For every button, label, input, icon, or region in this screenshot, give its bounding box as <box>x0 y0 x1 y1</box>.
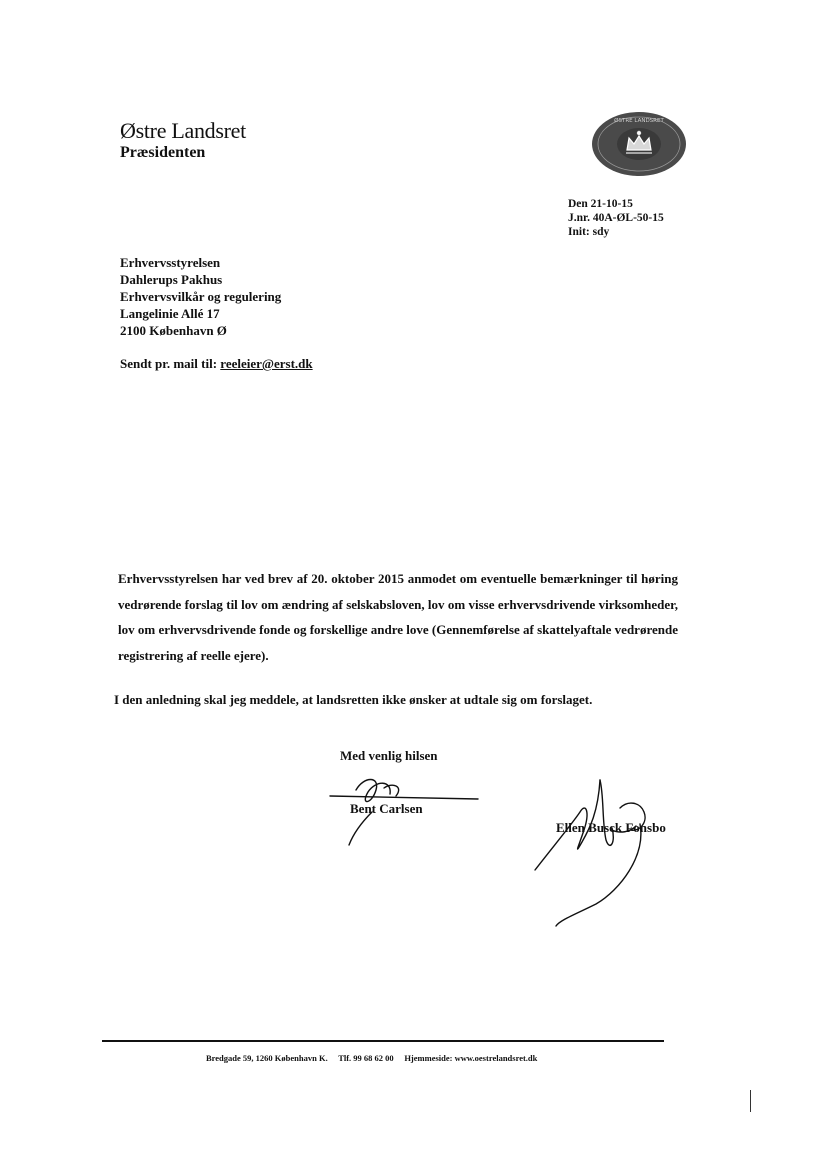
footer-contact <box>206 1053 537 1063</box>
signature-2-scribble <box>535 780 645 926</box>
email-link[interactable]: reeleier@erst.dk <box>220 356 313 371</box>
document-meta <box>568 197 664 239</box>
court-subtitle: Præsidenten <box>120 144 206 161</box>
address-line: Erhvervsstyrelsen <box>120 255 221 270</box>
journal-number: J.nr. 40A-ØL-50-15 <box>568 212 664 224</box>
closing-greeting: Med venlig hilsen <box>340 748 438 763</box>
letter-date: Den 21-10-15 <box>568 198 633 210</box>
body-paragraph-1: Erhvervsstyrelsen har ved brev af 20. oktober 2015 anmodet om eventuelle bemærkninger til høring vedrørende forslag til lov om ændring af selskabsloven, lov om visse erhvervsdrivende virksomheder, lov om erhvervsdrivende fonde og forskellige andre love (Gennemførelse af skattelyaftale vedrørende registrering af reelle ejere). <box>118 571 678 663</box>
footer-web: Hjemmeside: www.oestrelandsret.dk <box>404 1053 538 1063</box>
recipient-address <box>120 254 281 339</box>
scan-edge-mark <box>750 1090 751 1112</box>
initials: Init: sdy <box>568 226 610 238</box>
court-name: Østre Landsret <box>120 118 246 143</box>
footer-divider <box>102 1040 664 1042</box>
sent-by-mail <box>120 356 313 372</box>
body-paragraph-2: I den anledning skal jeg meddele, at landsretten ikke ønsker at udtale sig om forslaget. <box>114 692 593 707</box>
address-line: Erhvervsvilkår og regulering <box>120 289 282 304</box>
address-line: Dahlerups Pakhus <box>120 272 223 287</box>
address-line: Langelinie Allé 17 <box>120 306 220 321</box>
seal-text: ØSTRE LANDSRET <box>614 118 664 124</box>
signer-1-name: Bent Carlsen <box>350 801 423 816</box>
address-line: 2100 København Ø <box>120 323 227 338</box>
footer-phone: Tlf. 99 68 62 00 <box>338 1053 394 1063</box>
court-seal-logo <box>590 110 688 178</box>
footer-address: Bredgade 59, 1260 København K. <box>206 1053 328 1063</box>
signer-2-name: Ellen Busck Fonsbo <box>556 820 666 835</box>
sent-label: Sendt pr. mail til: <box>120 356 218 371</box>
